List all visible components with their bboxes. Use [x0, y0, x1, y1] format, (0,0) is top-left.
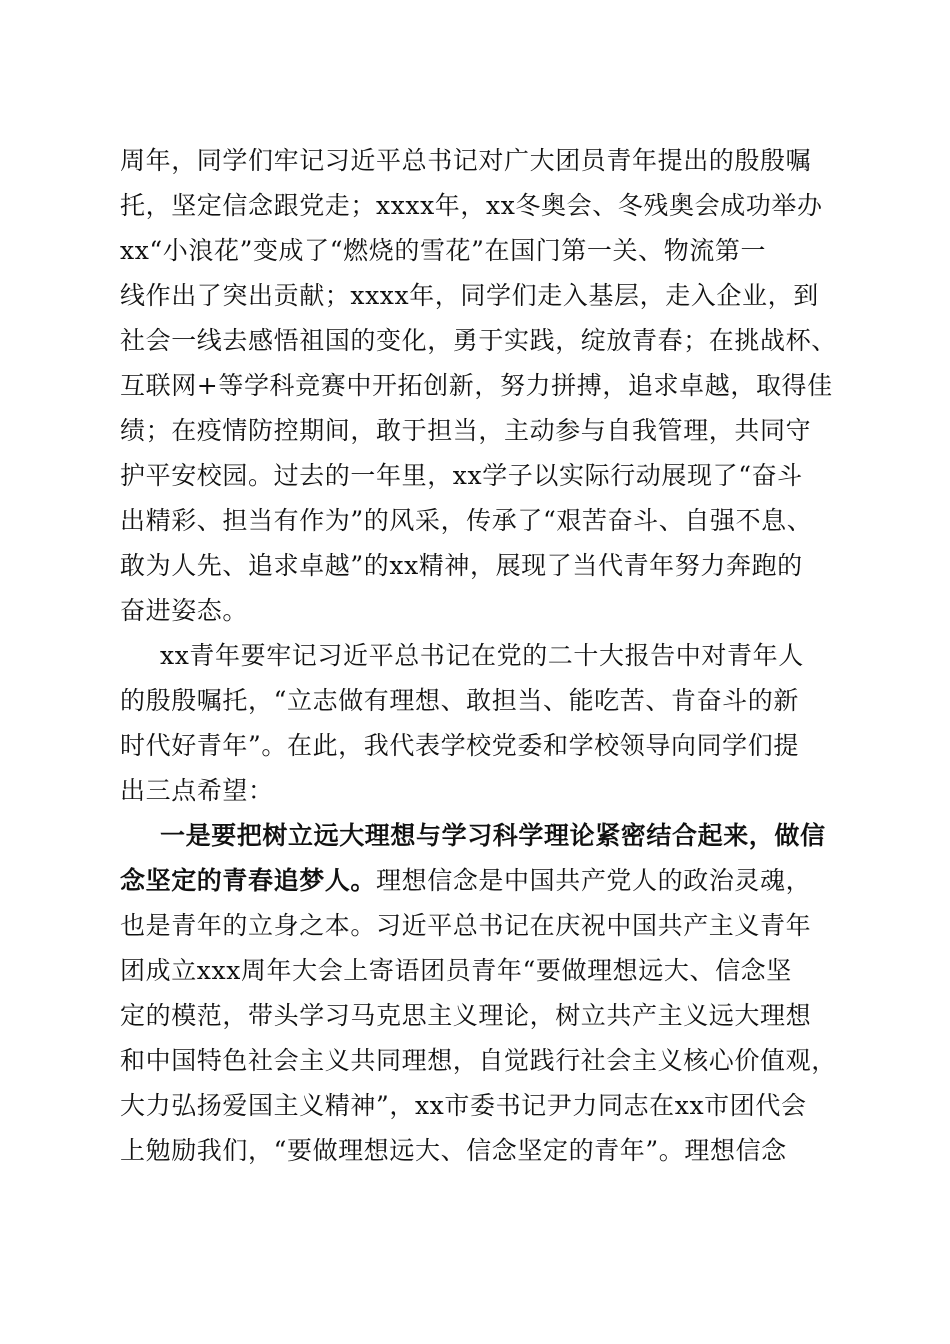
- paragraph-1-line: 线作出了突出贡献；xxxx年，同学们走入基层，走入企业，到: [120, 281, 819, 310]
- paragraph-2-line: 时代好青年”。在此，我代表学校党委和学校领导向同学们提: [120, 731, 799, 760]
- paragraph-2-line: xx青年要牢记习近平总书记在党的二十大报告中对青年人: [160, 641, 804, 670]
- paragraph-3-line: 大力弘扬爱国主义精神”，xx市委书记尹力同志在xx市团代会: [120, 1091, 807, 1120]
- paragraph-3-heading-end: 念坚定的青春追梦人。: [120, 866, 377, 895]
- paragraph-3-line: 也是青年的立身之本。习近平总书记在庆祝中国共产主义青年: [120, 911, 812, 940]
- document-body: [120, 138, 840, 1173]
- paragraph-1-line: 绩；在疫情防控期间，敢于担当，主动参与自我管理，共同守: [120, 416, 812, 445]
- paragraph-1-line: xx“小浪花”变成了“燃烧的雪花”在国门第一关、物流第一: [120, 236, 767, 265]
- paragraph-3-heading-line: 一是要把树立远大理想与学习科学理论紧密结合起来，做信: [160, 821, 826, 850]
- paragraph-3-line-rest: 理想信念是中国共产党人的政治灵魂，: [376, 866, 812, 895]
- paragraph-1-line: 出精彩、担当有作为”的风采，传承了“艰苦奋斗、自强不息、: [120, 506, 813, 535]
- paragraph-2-line: 出三点希望：: [120, 776, 274, 805]
- paragraph-1-line: 周年，同学们牢记习近平总书记对广大团员青年提出的殷殷嘱: [120, 146, 812, 175]
- paragraph-3-line: 团成立xxx周年大会上寄语团员青年“要做理想远大、信念坚: [120, 956, 792, 985]
- paragraph-1-line: 社会一线去感悟祖国的变化，勇于实践，绽放青春；在挑战杯、: [120, 326, 837, 355]
- paragraph-1-line: 敢为人先、追求卓越”的xx精神，展现了当代青年努力奔跑的: [120, 551, 803, 580]
- paragraph-3-line: 上勉励我们，“要做理想远大、信念坚定的青年”。理想信念: [120, 1136, 787, 1165]
- paragraph-3-line: 定的模范，带头学习马克思主义理论，树立共产主义远大理想: [120, 1001, 812, 1030]
- paragraph-1-line: 互联网+等学科竞赛中开拓创新，努力拼搏，追求卓越，取得佳: [120, 371, 833, 400]
- paragraph-1-line: 托，坚定信念跟党走；xxxx年，xx冬奥会、冬残奥会成功举办: [120, 191, 823, 220]
- paragraph-3-line: 和中国特色社会主义共同理想，自觉践行社会主义核心价值观，: [120, 1046, 837, 1075]
- paragraph-1-line: 护平安校园。过去的一年里，xx学子以实际行动展现了“奋斗: [120, 461, 803, 490]
- paragraph-2-line: 的殷殷嘱托，“立志做有理想、敢担当、能吃苦、肯奋斗的新: [120, 686, 799, 715]
- paragraph-1-line: 奋进姿态。: [120, 596, 249, 625]
- paragraph-3-line: [120, 858, 840, 903]
